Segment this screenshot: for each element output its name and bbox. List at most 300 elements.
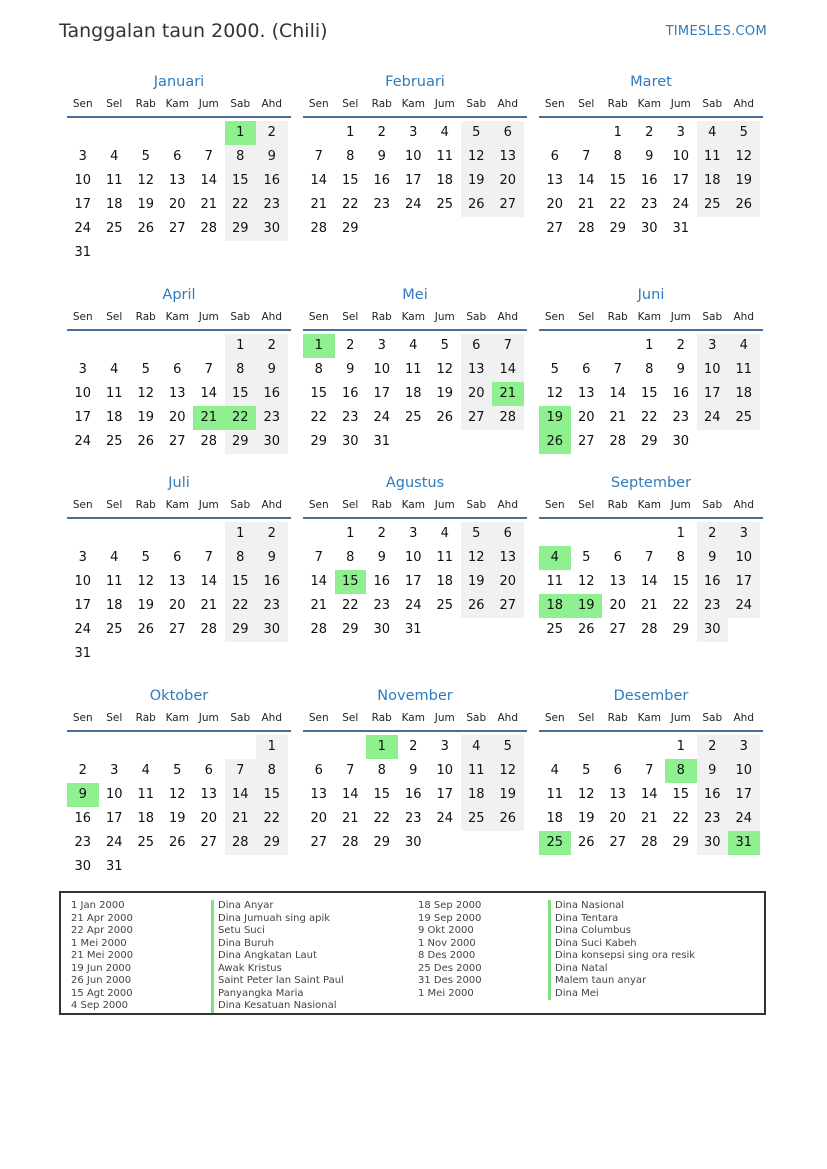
empty-day-cell [99,334,131,358]
day-cell: 13 [577,386,595,401]
weekday-label: Ahd [497,712,518,724]
day-cell: 27 [200,835,218,850]
week-row [539,169,763,193]
week-row [303,759,527,783]
day-cell: 26 [137,622,155,637]
day-cell: 8 [613,149,622,164]
weekday-label: Sel [342,98,359,110]
day-cell: 21 [640,598,658,613]
weekday-label: Ahd [261,98,282,110]
weekday-label: Kam [401,499,425,511]
day-cell: 25 [436,197,454,212]
day-cell: 6 [492,522,524,546]
day-cell: 14 [310,574,328,589]
day-cell: 16 [373,574,391,589]
day-cell: 19 [728,169,760,193]
legend-holiday-name: Dina Anyar [211,900,344,913]
weekday-label: Rab [607,712,628,724]
day-cell: 5 [141,362,150,377]
month-name: Juni [637,287,665,303]
day-cell: 8 [314,362,323,377]
empty-day-cell [634,735,666,759]
day-cell: 25 [461,807,493,831]
day-cell: 23 [373,197,391,212]
day-cell: 30 [256,430,288,454]
day-cell: 12 [436,362,454,377]
day-cell: 22 [225,594,257,618]
day-cell: 17 [697,382,729,406]
day-cell: 12 [492,759,524,783]
week-row [303,217,527,241]
day-cell: 10 [728,546,760,570]
empty-day-cell [99,241,131,265]
day-cell: 23 [404,811,422,826]
day-cell: 2 [409,739,418,754]
day-cell: 9 [409,763,418,778]
weekday-label: Kam [637,499,661,511]
empty-day-cell [461,618,493,642]
day-cell: 9 [256,358,288,382]
holiday-day-cell: 1 [225,121,257,145]
day-cell: 13 [609,574,627,589]
day-cell: 10 [404,550,422,565]
day-cell: 22 [310,410,328,425]
weekday-label: Ahd [497,98,518,110]
day-cell: 23 [341,410,359,425]
day-cell: 13 [546,173,564,188]
day-cell: 12 [577,574,595,589]
brand-logo[interactable]: TIMESLES.COM [665,24,767,39]
week-row [67,334,291,358]
empty-day-cell [67,334,99,358]
day-cell: 22 [341,197,359,212]
empty-day-cell [429,430,461,454]
day-cell: 14 [640,574,658,589]
empty-day-cell [539,522,571,546]
day-cell: 16 [74,811,92,826]
month-januari [67,71,291,265]
day-cell: 7 [225,759,257,783]
weekday-label: Rab [135,499,156,511]
day-cell: 13 [492,145,524,169]
legend-date: 1 Mei 2000 [418,987,474,999]
day-cell: 7 [204,362,213,377]
week-row [303,169,527,193]
day-cell: 6 [461,334,493,358]
weekday-label: Kam [165,311,189,323]
weekday-label: Jum [434,98,455,110]
header-divider [539,116,763,118]
empty-day-cell [429,217,461,241]
legend-holiday-name: Dina Tentara [548,913,695,926]
weekday-header [539,707,763,729]
empty-day-cell [193,855,225,879]
day-cell: 6 [173,149,182,164]
day-cell: 24 [74,221,92,236]
day-cell: 28 [310,221,328,236]
day-cell: 1 [676,739,685,754]
weekday-header [303,707,527,729]
weekday-label: Sel [578,98,595,110]
week-row [303,618,527,642]
weekday-label: Sel [106,311,123,323]
day-cell: 19 [436,386,454,401]
day-cell: 7 [314,149,323,164]
day-cell: 3 [78,362,87,377]
page-title: Tanggalan taun 2000. (Chili) [59,20,328,42]
empty-day-cell [162,642,194,666]
day-cell: 27 [546,221,564,236]
day-cell: 28 [200,434,218,449]
header-divider [303,116,527,118]
empty-day-cell [728,430,760,454]
day-cell: 22 [672,811,690,826]
weekday-label: Ahd [261,311,282,323]
day-cell: 16 [341,386,359,401]
empty-day-cell [571,735,603,759]
month-agustus [303,472,527,642]
week-row [539,382,763,406]
legend-dates-right [418,900,482,1000]
day-cell: 8 [346,550,355,565]
day-cell: 28 [200,221,218,236]
legend-date: 8 Des 2000 [418,950,476,961]
day-cell: 23 [74,835,92,850]
day-cell: 22 [341,598,359,613]
day-cell: 27 [310,835,328,850]
weekday-header [303,494,527,516]
day-cell: 16 [672,386,690,401]
day-cell: 16 [256,570,288,594]
week-row [67,783,291,807]
weekday-label: Rab [135,712,156,724]
month-oktober [67,685,291,879]
day-cell: 11 [436,149,454,164]
day-cell: 10 [74,386,92,401]
day-cell: 17 [74,197,92,212]
day-cell: 3 [78,550,87,565]
day-cell: 8 [377,763,386,778]
empty-day-cell [256,241,288,265]
legend-holiday-name: Dina Angkatan Laut [211,950,344,963]
day-cell: 29 [672,835,690,850]
day-cell: 17 [672,173,690,188]
day-cell: 11 [697,145,729,169]
week-row [539,145,763,169]
week-row [67,358,291,382]
week-row [67,382,291,406]
day-cell: 10 [728,759,760,783]
day-cell: 6 [613,550,622,565]
holiday-day-cell: 18 [539,594,571,618]
holiday-day-cell: 4 [539,546,571,570]
day-cell: 24 [373,410,391,425]
week-row [67,735,291,759]
day-cell: 20 [461,382,493,406]
day-cell: 26 [137,434,155,449]
day-cell: 14 [492,358,524,382]
weekday-label: Sen [72,98,93,110]
day-cell: 31 [74,245,92,260]
day-cell: 24 [697,406,729,430]
week-row [67,642,291,666]
legend-holiday-name: Dina Mei [548,988,695,1001]
day-cell: 9 [256,546,288,570]
weekday-label: Jum [434,712,455,724]
weekday-label: Jum [670,499,691,511]
holiday-day-cell: 19 [571,594,603,618]
day-cell: 14 [200,173,218,188]
day-cell: 2 [346,338,355,353]
weekday-label: Sab [230,311,251,323]
legend-holiday-name: Dina Jumuah sing apik [211,913,344,926]
day-cell: 3 [697,334,729,358]
day-cell: 22 [609,197,627,212]
day-cell: 24 [672,197,690,212]
weekday-label: Sen [308,712,329,724]
day-cell: 21 [640,811,658,826]
header-divider [303,730,527,732]
header-divider [539,329,763,331]
day-cell: 9 [645,149,654,164]
empty-day-cell [461,217,493,241]
legend-holiday-name: Dina Buruh [211,938,344,951]
empty-day-cell [539,735,571,759]
day-cell: 9 [377,550,386,565]
day-cell: 30 [672,434,690,449]
weekday-label: Rab [135,311,156,323]
legend-date: 18 Sep 2000 [418,900,482,911]
weekday-label: Ahd [733,499,754,511]
empty-day-cell [303,522,335,546]
day-cell: 19 [577,811,595,826]
weekday-label: Ahd [497,311,518,323]
weekday-header [539,93,763,115]
day-cell: 20 [577,410,595,425]
legend-holiday-name: Dina Suci Kabeh [548,938,695,951]
day-cell: 4 [110,362,119,377]
week-row [539,334,763,358]
day-cell: 14 [577,173,595,188]
empty-day-cell [99,522,131,546]
weekday-label: Kam [401,712,425,724]
day-cell: 16 [256,169,288,193]
week-row [67,522,291,546]
day-cell: 24 [728,807,760,831]
month-juli [67,472,291,666]
empty-day-cell [130,855,162,879]
week-row [303,594,527,618]
empty-day-cell [571,121,603,145]
week-row [67,406,291,430]
day-cell: 4 [409,338,418,353]
day-cell: 9 [377,149,386,164]
day-cell: 11 [105,574,123,589]
month-juni [539,284,763,454]
empty-day-cell [335,735,367,759]
day-cell: 18 [137,811,155,826]
holiday-day-cell: 22 [225,406,257,430]
day-cell: 7 [204,550,213,565]
day-cell: 14 [200,386,218,401]
month-november [303,685,527,855]
day-cell: 11 [546,574,564,589]
day-cell: 12 [137,386,155,401]
day-cell: 10 [74,574,92,589]
day-cell: 27 [609,835,627,850]
day-cell: 22 [672,598,690,613]
day-cell: 20 [168,598,186,613]
empty-day-cell [697,217,729,241]
day-cell: 20 [310,811,328,826]
empty-day-cell [634,522,666,546]
day-cell: 18 [546,811,564,826]
month-name: Maret [630,74,672,90]
day-cell: 5 [728,121,760,145]
day-cell: 18 [436,574,454,589]
day-cell: 20 [609,811,627,826]
weekday-label: Sen [544,98,565,110]
day-cell: 18 [461,783,493,807]
weekday-label: Jum [434,499,455,511]
day-cell: 30 [256,217,288,241]
day-cell: 15 [256,783,288,807]
legend-dates-left [71,900,133,1013]
header-divider [67,517,291,519]
week-row [539,193,763,217]
day-cell: 22 [225,193,257,217]
holiday-day-cell: 31 [728,831,760,855]
legend-holiday-name: Dina Natal [548,963,695,976]
day-cell: 28 [310,622,328,637]
weekday-label: Sab [230,499,251,511]
weekday-label: Ahd [261,499,282,511]
day-cell: 17 [728,783,760,807]
weekday-label: Ahd [261,712,282,724]
day-cell: 9 [346,362,355,377]
day-cell: 2 [256,334,288,358]
day-cell: 18 [436,173,454,188]
day-cell: 12 [461,145,493,169]
day-cell: 6 [550,149,559,164]
week-row [67,807,291,831]
header-divider [67,730,291,732]
weekday-label: Sel [106,499,123,511]
week-row [539,594,763,618]
day-cell: 30 [373,622,391,637]
week-row [539,522,763,546]
legend-date: 21 Mei 2000 [71,950,134,961]
day-cell: 3 [409,125,418,140]
day-cell: 20 [200,811,218,826]
empty-day-cell [225,241,257,265]
empty-day-cell [67,735,99,759]
week-row [539,735,763,759]
day-cell: 28 [640,835,658,850]
day-cell: 18 [105,598,123,613]
holiday-day-cell: 9 [67,783,99,807]
empty-day-cell [492,831,524,855]
day-cell: 15 [640,386,658,401]
weekday-label: Jum [670,712,691,724]
weekday-label: Sab [466,98,487,110]
day-cell: 12 [728,145,760,169]
day-cell: 2 [78,763,87,778]
day-cell: 24 [404,598,422,613]
weekday-label: Sel [106,98,123,110]
day-cell: 28 [200,622,218,637]
day-cell: 23 [256,193,288,217]
day-cell: 23 [640,197,658,212]
day-cell: 16 [697,783,729,807]
day-cell: 27 [168,221,186,236]
day-cell: 3 [676,125,685,140]
day-cell: 9 [697,546,729,570]
day-cell: 2 [676,338,685,353]
legend-holiday-name: Panyangka Maria [211,988,344,1001]
legend-holiday-name: Setu Suci [211,925,344,938]
legend-date: 15 Agt 2000 [71,987,133,999]
legend-holiday-name: Dina konsepsi sing ora resik [548,950,695,963]
day-cell: 19 [137,410,155,425]
day-cell: 27 [492,193,524,217]
weekday-label: Jum [670,98,691,110]
weekday-label: Ahd [733,712,754,724]
day-cell: 7 [645,550,654,565]
month-name: Oktober [149,688,209,704]
day-cell: 21 [310,598,328,613]
day-cell: 29 [609,221,627,236]
weekday-label: Sab [466,712,487,724]
weekday-label: Sab [230,712,251,724]
week-row [539,618,763,642]
empty-day-cell [728,217,760,241]
empty-day-cell [728,618,760,642]
day-cell: 17 [404,574,422,589]
day-cell: 17 [404,173,422,188]
empty-day-cell [162,522,194,546]
day-cell: 10 [373,362,391,377]
empty-day-cell [492,618,524,642]
empty-day-cell [461,831,493,855]
week-row [303,570,527,594]
day-cell: 7 [314,550,323,565]
month-name: Agustus [385,475,445,491]
day-cell: 20 [492,169,524,193]
weekday-label: Jum [198,712,219,724]
header-divider [303,329,527,331]
weekday-label: Sel [578,499,595,511]
weekday-label: Sen [72,499,93,511]
weekday-header [67,494,291,516]
day-cell: 1 [225,334,257,358]
week-row [67,546,291,570]
day-cell: 6 [173,362,182,377]
week-row [539,807,763,831]
empty-day-cell [398,430,430,454]
weekday-label: Kam [401,311,425,323]
day-cell: 3 [110,763,119,778]
empty-day-cell [492,217,524,241]
empty-day-cell [539,121,571,145]
day-cell: 31 [373,434,391,449]
empty-day-cell [602,334,634,358]
day-cell: 29 [225,430,257,454]
month-september [539,472,763,642]
week-row [539,831,763,855]
day-cell: 10 [74,173,92,188]
weekday-label: Sel [342,499,359,511]
